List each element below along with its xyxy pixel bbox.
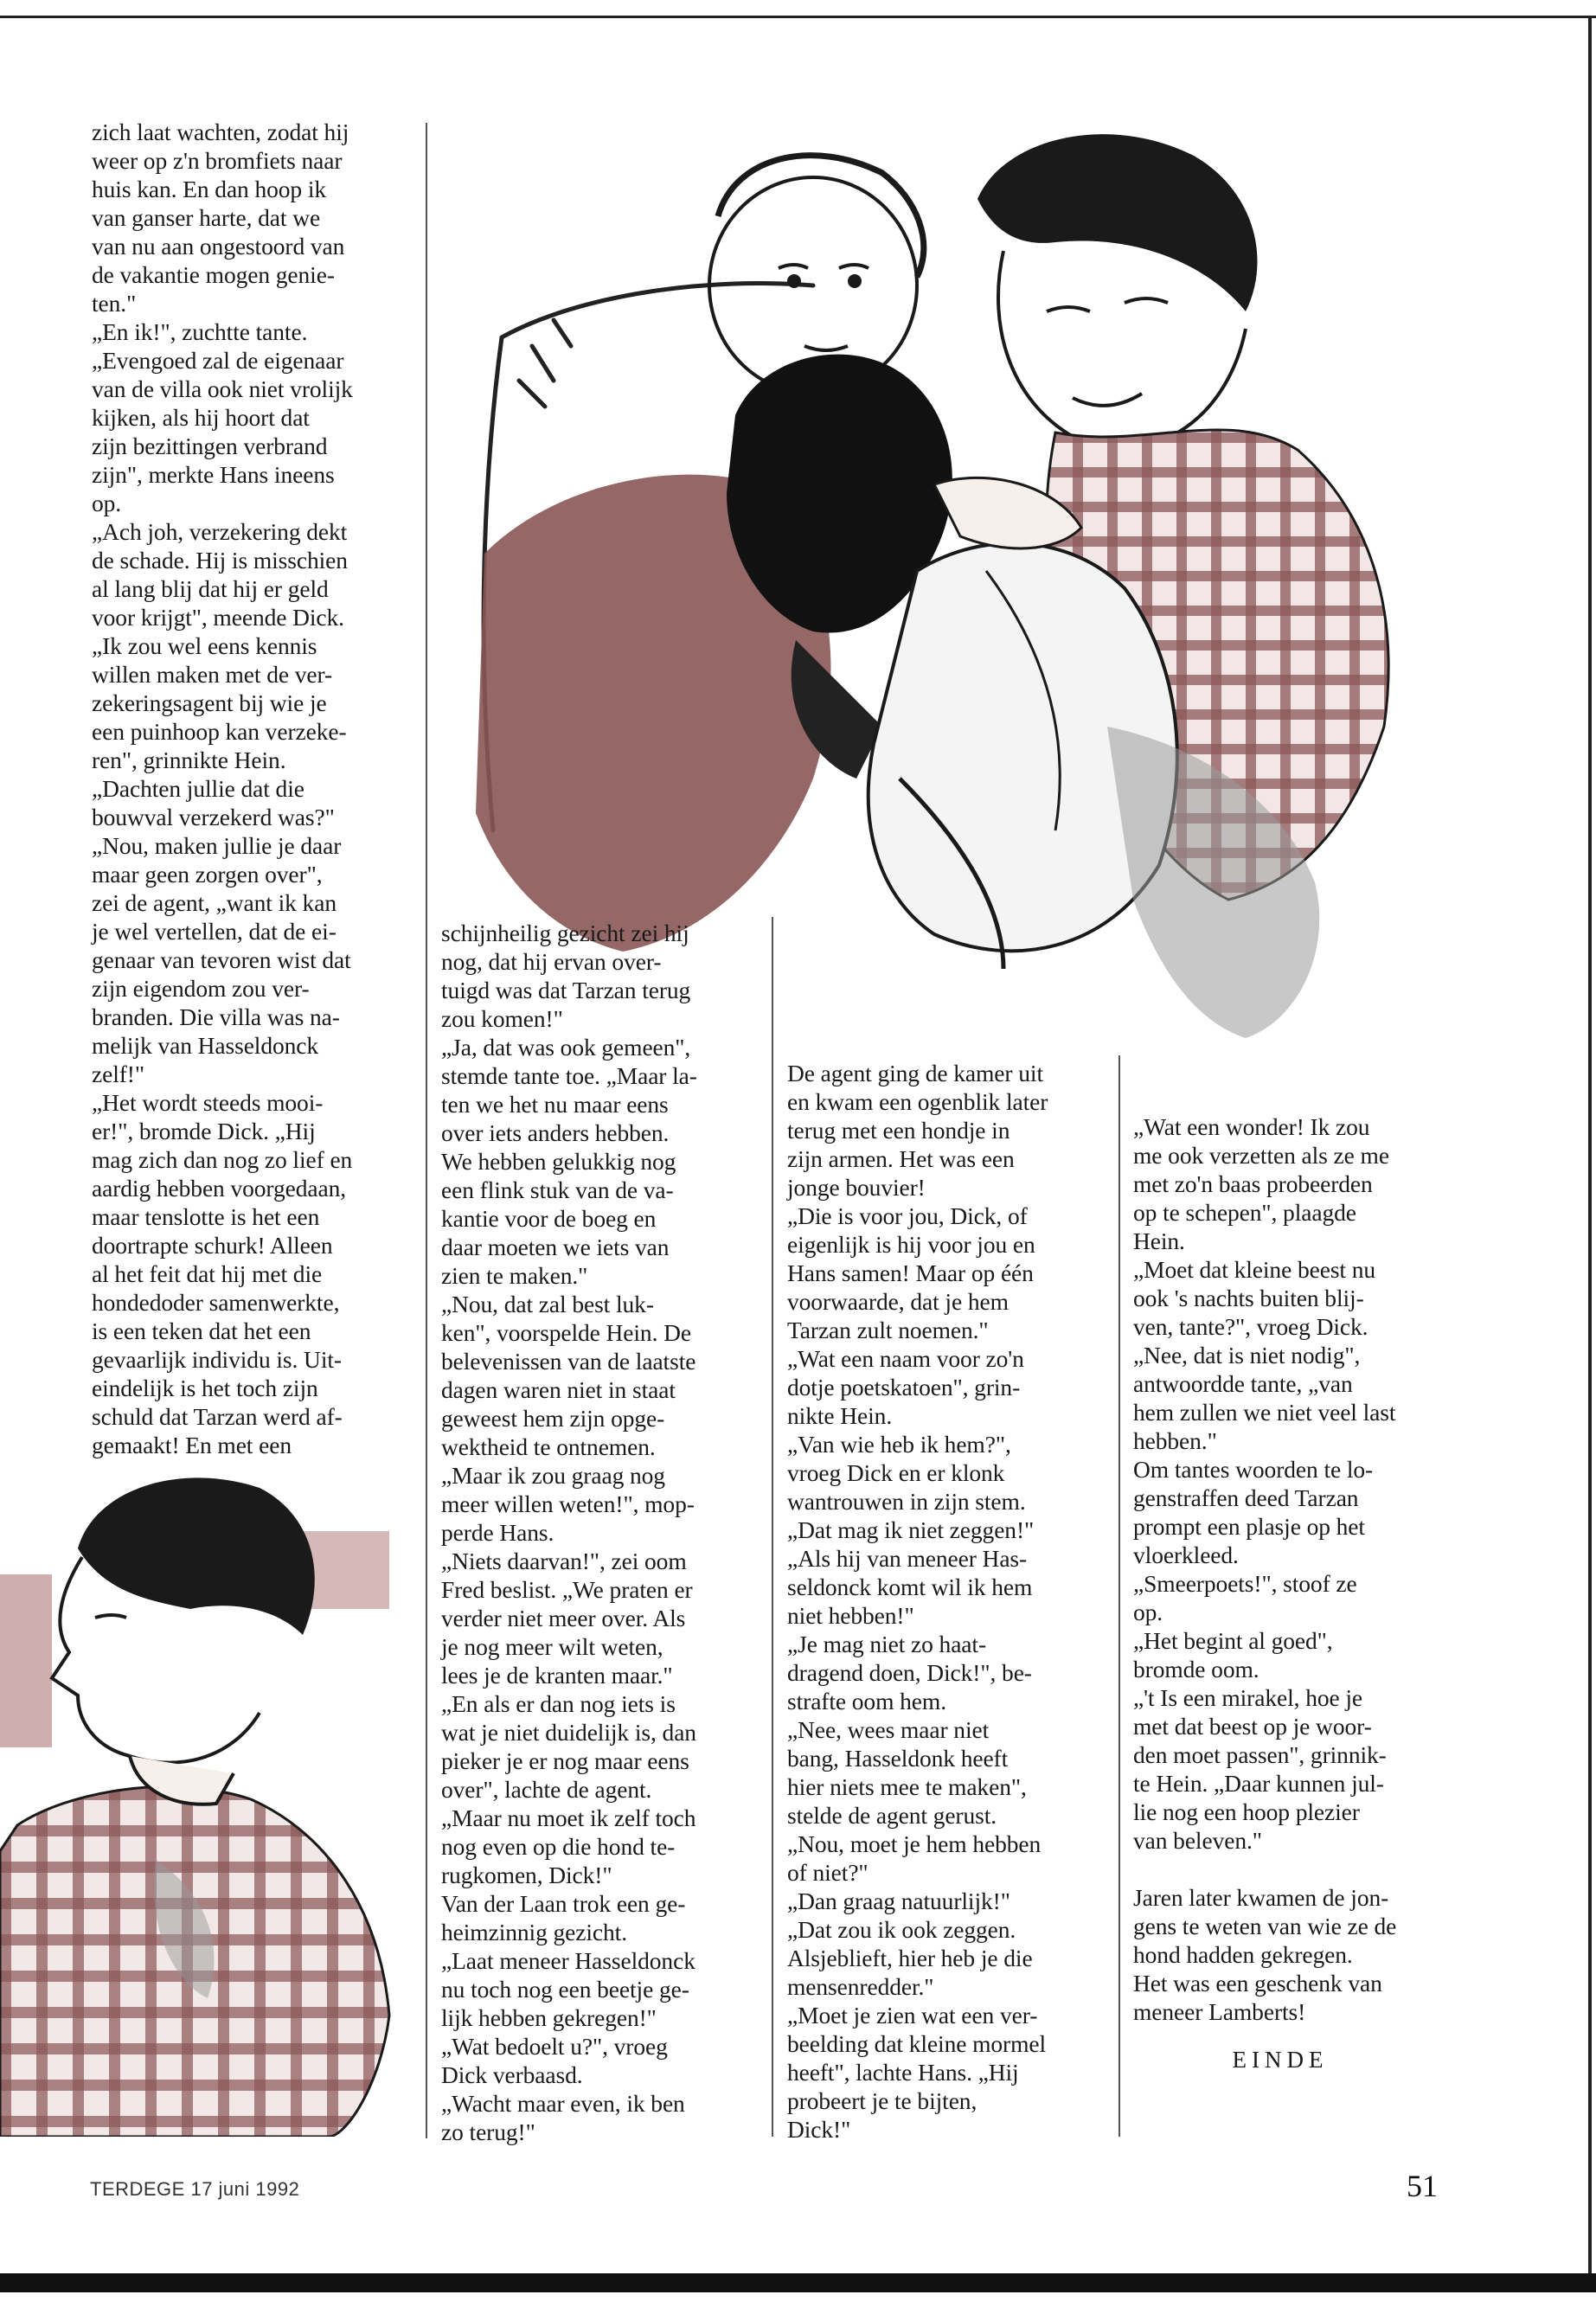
page-bottom-border	[0, 2273, 1596, 2292]
illustration-boy-profile	[0, 1462, 407, 2137]
page-right-border	[1588, 16, 1592, 2273]
text-column-2: schijnheilig gezicht zei hij nog, dat hij ervan over- tuigd was dat Tarzan terug zou komen!" „Ja, dat was ook gemeen", stemde tante toe. „Maar la- ten we het nu maar eens over iets anders hebben. We hebben gelukkig nog een flink stuk van de va- kantie voor de boeg en daar moeten we iets van zien te maken." „Nou, dat zal best luk- ken", voorspelde Hein. De belevenissen van de laatste dagen waren niet in staat geweest hem zijn opge- wektheid te ontnemen. „Maar ik zou graag nog meer willen weten!", mop- perde Hans. „Niets daarvan!", zei oom Fred beslist. „We praten er verder niet meer over. Als je nog meer wilt weten, lees je de kranten maar." „En als er dan nog iets is wat je niet duidelijk is, dan pieker je er nog maar eens over", lachte de agent. „Maar nu moet ik zelf toch nog even op die hond te- rugkomen, Dick!" Van der Laan trok een ge- heimzinnig gezicht. „Laat meneer Hasseldonck nu toch nog een beetje ge- lijk hebben gekregen!" „Wat bedoelt u?", vroeg Dick verbaasd. „Wacht maar even, ik ben zo terug!"	[441, 920, 697, 2145]
story-end-label: EINDE	[1232, 2047, 1329, 2073]
text-column-4: „Wat een wonder! Ik zou me ook verzetten als ze me met zo'n baas probeerden op te schepen", plaagde Hein. „Moet dat kleine beest nu ook 's nachts buiten blij- ven, tante?", vroeg Dick. „Nee, dat is niet nodig", antwoordde tante, „van hem zullen we niet veel last hebben." Om tantes woorden te lo- genstraffen deed Tarzan prompt een plasje op het vloerkleed. „Smeerpoets!", stoof ze op. „Het begint al goed", bromde oom. „'t Is een mirakel, hoe je met dat beest op je woor- den moet passen", grinnik- te Hein. „Daar kunnen jul- lie nog een hoop plezier van beleven." Jaren later kwamen de jon- gens te weten van wie ze de hond hadden gekregen. Het was een geschenk van meneer Lamberts!	[1133, 1113, 1397, 2025]
column-rule-2	[772, 917, 773, 2137]
column-rule-3	[1118, 1055, 1120, 2137]
text-column-1: zich laat wachten, zodat hij weer op z'n bromfiets naar huis kan. En dan hoop ik van ganser harte, dat we van nu aan ongestoord van de vakantie mogen genie- ten." „En ik!", zuchtte tante. „Evengoed zal de eigenaar van de villa ook niet vrolijk kijken, als hij hoort dat zijn bezittingen verbrand zijn", merkte Hans ineens op. „Ach joh, verzekering dekt de schade. Hij is misschien al lang blij dat hij er geld voor krijgt", meende Dick. „Ik zou wel eens kennis willen maken met de ver- zekeringsagent bij wie je een puinhoop kan verzeke- ren", grinnikte Hein. „Dachten jullie dat die bouwval verzekerd was?" „Nou, maken jullie je daar maar geen zorgen over", zei de agent, „want ik kan je wel vertellen, dat de ei- genaar van tevoren wist dat zijn eigendom zou ver- branden. Die villa was na- melijk van Hasseldonck zelf!" „Het wordt steeds mooi- er!", bromde Dick. „Hij mag zich dan nog zo lief en aardig hebben voorgedaan, maar tenslotte is het een doortrapte schurk! Alleen al het feit dat hij met die hondedoder samenwerkte, is een teken dat het een gevaarlijk individu is. Uit- eindelijk is het toch zijn schuld dat Tarzan werd af- gemaakt! En met een	[92, 119, 353, 1458]
page-number: 51	[1407, 2169, 1438, 2203]
text-column-3: De agent ging de kamer uit en kwam een ogenblik later terug met een hondje in zijn armen. Het was een jonge bouvier! „Die is voor jou, Dick, of eigenlijk is hij voor jou en Hans samen! Maar op één voorwaarde, dat je hem Tarzan zult noemen." „Wat een naam voor zo'n dotje poetskatoen", grin- nikte Hein. „Van wie heb ik hem?", vroeg Dick en er klonk wantrouwen in zijn stem. „Dat mag ik niet zeggen!" „Als hij van meneer Has- seldonck komt wil ik hem niet hebben!" „Je mag niet zo haat- dragend doen, Dick!", be- strafte oom hem. „Nee, wees maar niet bang, Hasseldonk heeft hier niets mee te maken", stelde de agent gerust. „Nou, moet je hem hebben of niet?" „Dan graag natuurlijk!" „Dat zou ik ook zeggen. Alsjeblieft, hier heb je die mensenredder." „Moet je zien wat een ver- beelding dat kleine mormel heeft", lachte Hans. „Hij probeert je te bijten, Dick!"	[787, 1060, 1048, 2143]
page-top-border	[0, 16, 1596, 18]
column-rule-1	[426, 123, 427, 2138]
footer-publication: TERDEGE 17 juni 1992	[90, 2178, 300, 2200]
